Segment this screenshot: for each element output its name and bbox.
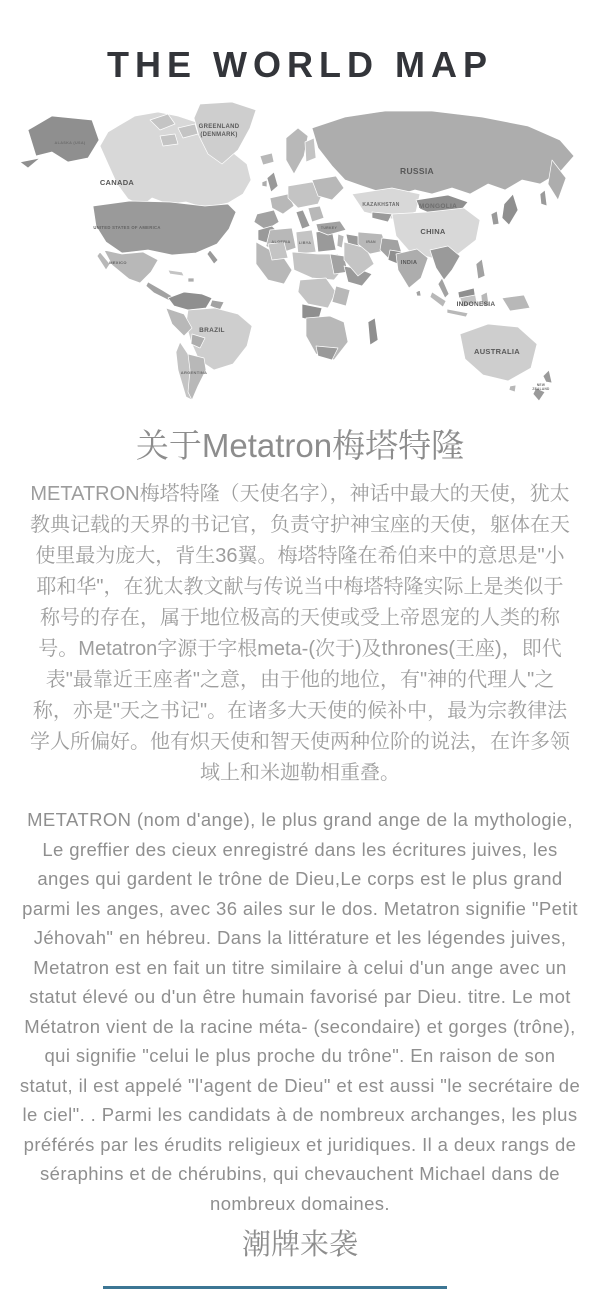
map-country-label: INDONESIA — [456, 301, 496, 308]
section-heading-zh: 关于Metatron梅塔特隆 — [135, 427, 465, 464]
map-russia — [312, 111, 574, 195]
map-alaska — [28, 116, 99, 162]
map-country-label: MEXICO — [109, 260, 127, 265]
map-sri-lanka — [416, 290, 421, 296]
map-uk — [267, 172, 278, 192]
map-country-label: AUSTRALIA — [473, 347, 521, 356]
map-new-zealand-north — [543, 370, 552, 383]
map-malay-peninsula — [438, 278, 449, 298]
map-korea — [491, 211, 499, 225]
map-ireland — [262, 180, 267, 187]
map-iceland — [260, 153, 274, 165]
map-congo — [298, 278, 336, 308]
map-colombia-venezuela — [168, 292, 212, 310]
map-country-label: BRAZIL — [199, 327, 225, 334]
map-country-label: CHINA — [420, 227, 446, 236]
page-title: THE WORLD MAP — [107, 44, 493, 85]
map-country-label: GREENLAND — [198, 124, 240, 130]
map-hispaniola — [188, 278, 194, 282]
map-argentina — [188, 354, 206, 400]
map-country-label: INDIA — [400, 260, 418, 266]
world-map-svg — [0, 102, 600, 412]
map-finland — [305, 138, 316, 162]
map-country-label: MONGOLIA — [418, 203, 458, 210]
map-country-label: CANADA — [99, 178, 135, 187]
map-scandinavia — [286, 128, 308, 174]
map-levant — [337, 234, 344, 248]
map-country-label: KAZAKHSTAN — [362, 202, 400, 208]
map-florida — [207, 250, 218, 264]
map-uzbekistan — [372, 212, 392, 222]
footer-divider-line — [103, 1286, 447, 1289]
map-iberia — [254, 210, 279, 230]
map-country-label: RUSSIA — [400, 166, 434, 176]
paragraph-chinese: METATRON梅塔特隆（天使名字），神话中最大的天使，犹太教典记载的天界的书记官，负责守护神宝座的天使，躯体在天使里最为庞大，背生36翼。梅塔特隆在希伯来中的意思是"小耶和华"，在犹太教文献与传说当中梅塔特隆实际上是类似于称号的存在，属于地位极高的天使或受上帝恩宠的人类的称号。Metatron字源于字根meta-(次于)及thrones(王座)，即代表"最靠近王座者"之意，由于他的地位，有"神的代理人"之称，亦是"天之书记"。在诸多大天使的候补中，最为宗教律法学人所偏好。他有炽天使和智天使两种位阶的说法，在许多领域上和米迦勒相重叠。 — [30, 483, 570, 784]
map-country-label: ARGENTINA — [180, 370, 208, 375]
map-country-label: NEW — [536, 383, 546, 387]
world-map-image — [0, 102, 600, 412]
footer-heading-zh: 潮牌来袭 — [241, 1229, 358, 1261]
map-philippines — [476, 259, 485, 279]
map-balkans — [308, 206, 324, 222]
map-country-label: LIBYA — [298, 241, 312, 245]
map-country-label: UNITED STATES OF AMERICA — [93, 225, 161, 230]
map-country-label: ZEALAND — [532, 387, 550, 391]
map-tasmania — [509, 385, 516, 392]
map-japan — [502, 194, 518, 225]
map-sakhalin — [540, 190, 547, 206]
map-east-africa — [332, 286, 350, 306]
map-java — [447, 309, 468, 317]
map-alaska-tail — [20, 158, 40, 168]
map-country-label: TURKEY — [320, 226, 338, 230]
map-country-label: IRAN — [366, 240, 376, 244]
map-country-label: ALASKA (USA) — [54, 141, 86, 145]
map-country-label: (DENMARK) — [200, 132, 238, 138]
map-arctic-island — [160, 134, 178, 146]
map-cuba — [168, 270, 184, 276]
map-india — [396, 249, 428, 288]
map-mexico — [104, 250, 158, 283]
map-madagascar — [368, 318, 378, 345]
map-italy — [296, 210, 310, 229]
map-new-guinea — [502, 295, 530, 311]
map-country-label: ALGERIA — [271, 240, 291, 244]
paragraph-french: METATRON (nom d'ange), le plus grand ange de la mythologie, Le greffier des cieux enregistré dans les écritures juives, les anges qui gardent le trône de Dieu,Le corps est le plus grand parmi les anges, avec 36 ailes sur le dos. Metatron signifie "Petit Jéhovah" en hébreu. Dans la littérature et les légendes juives, Metatron est en fait un titre similaire à celui d'un ange avec un statut élevé ou d'un être humain favorisé par Dieu. titre. Le mot Métatron vient de la racine méta- (secondaire) et gorges (trône), qui signifie "celui le plus proche du trône". En raison de son statut, il est appelé "l'agent de Dieu" et est aussi "le secrétaire de le ciel". . Parmi les candidats à de nombreux archanges, les plus préférés par les érudits religieux et juridiques. Il a deux rangs de séraphins et de chérubins, qui chevauchent Michael dans de nombreux domaines. — [19, 809, 581, 1214]
